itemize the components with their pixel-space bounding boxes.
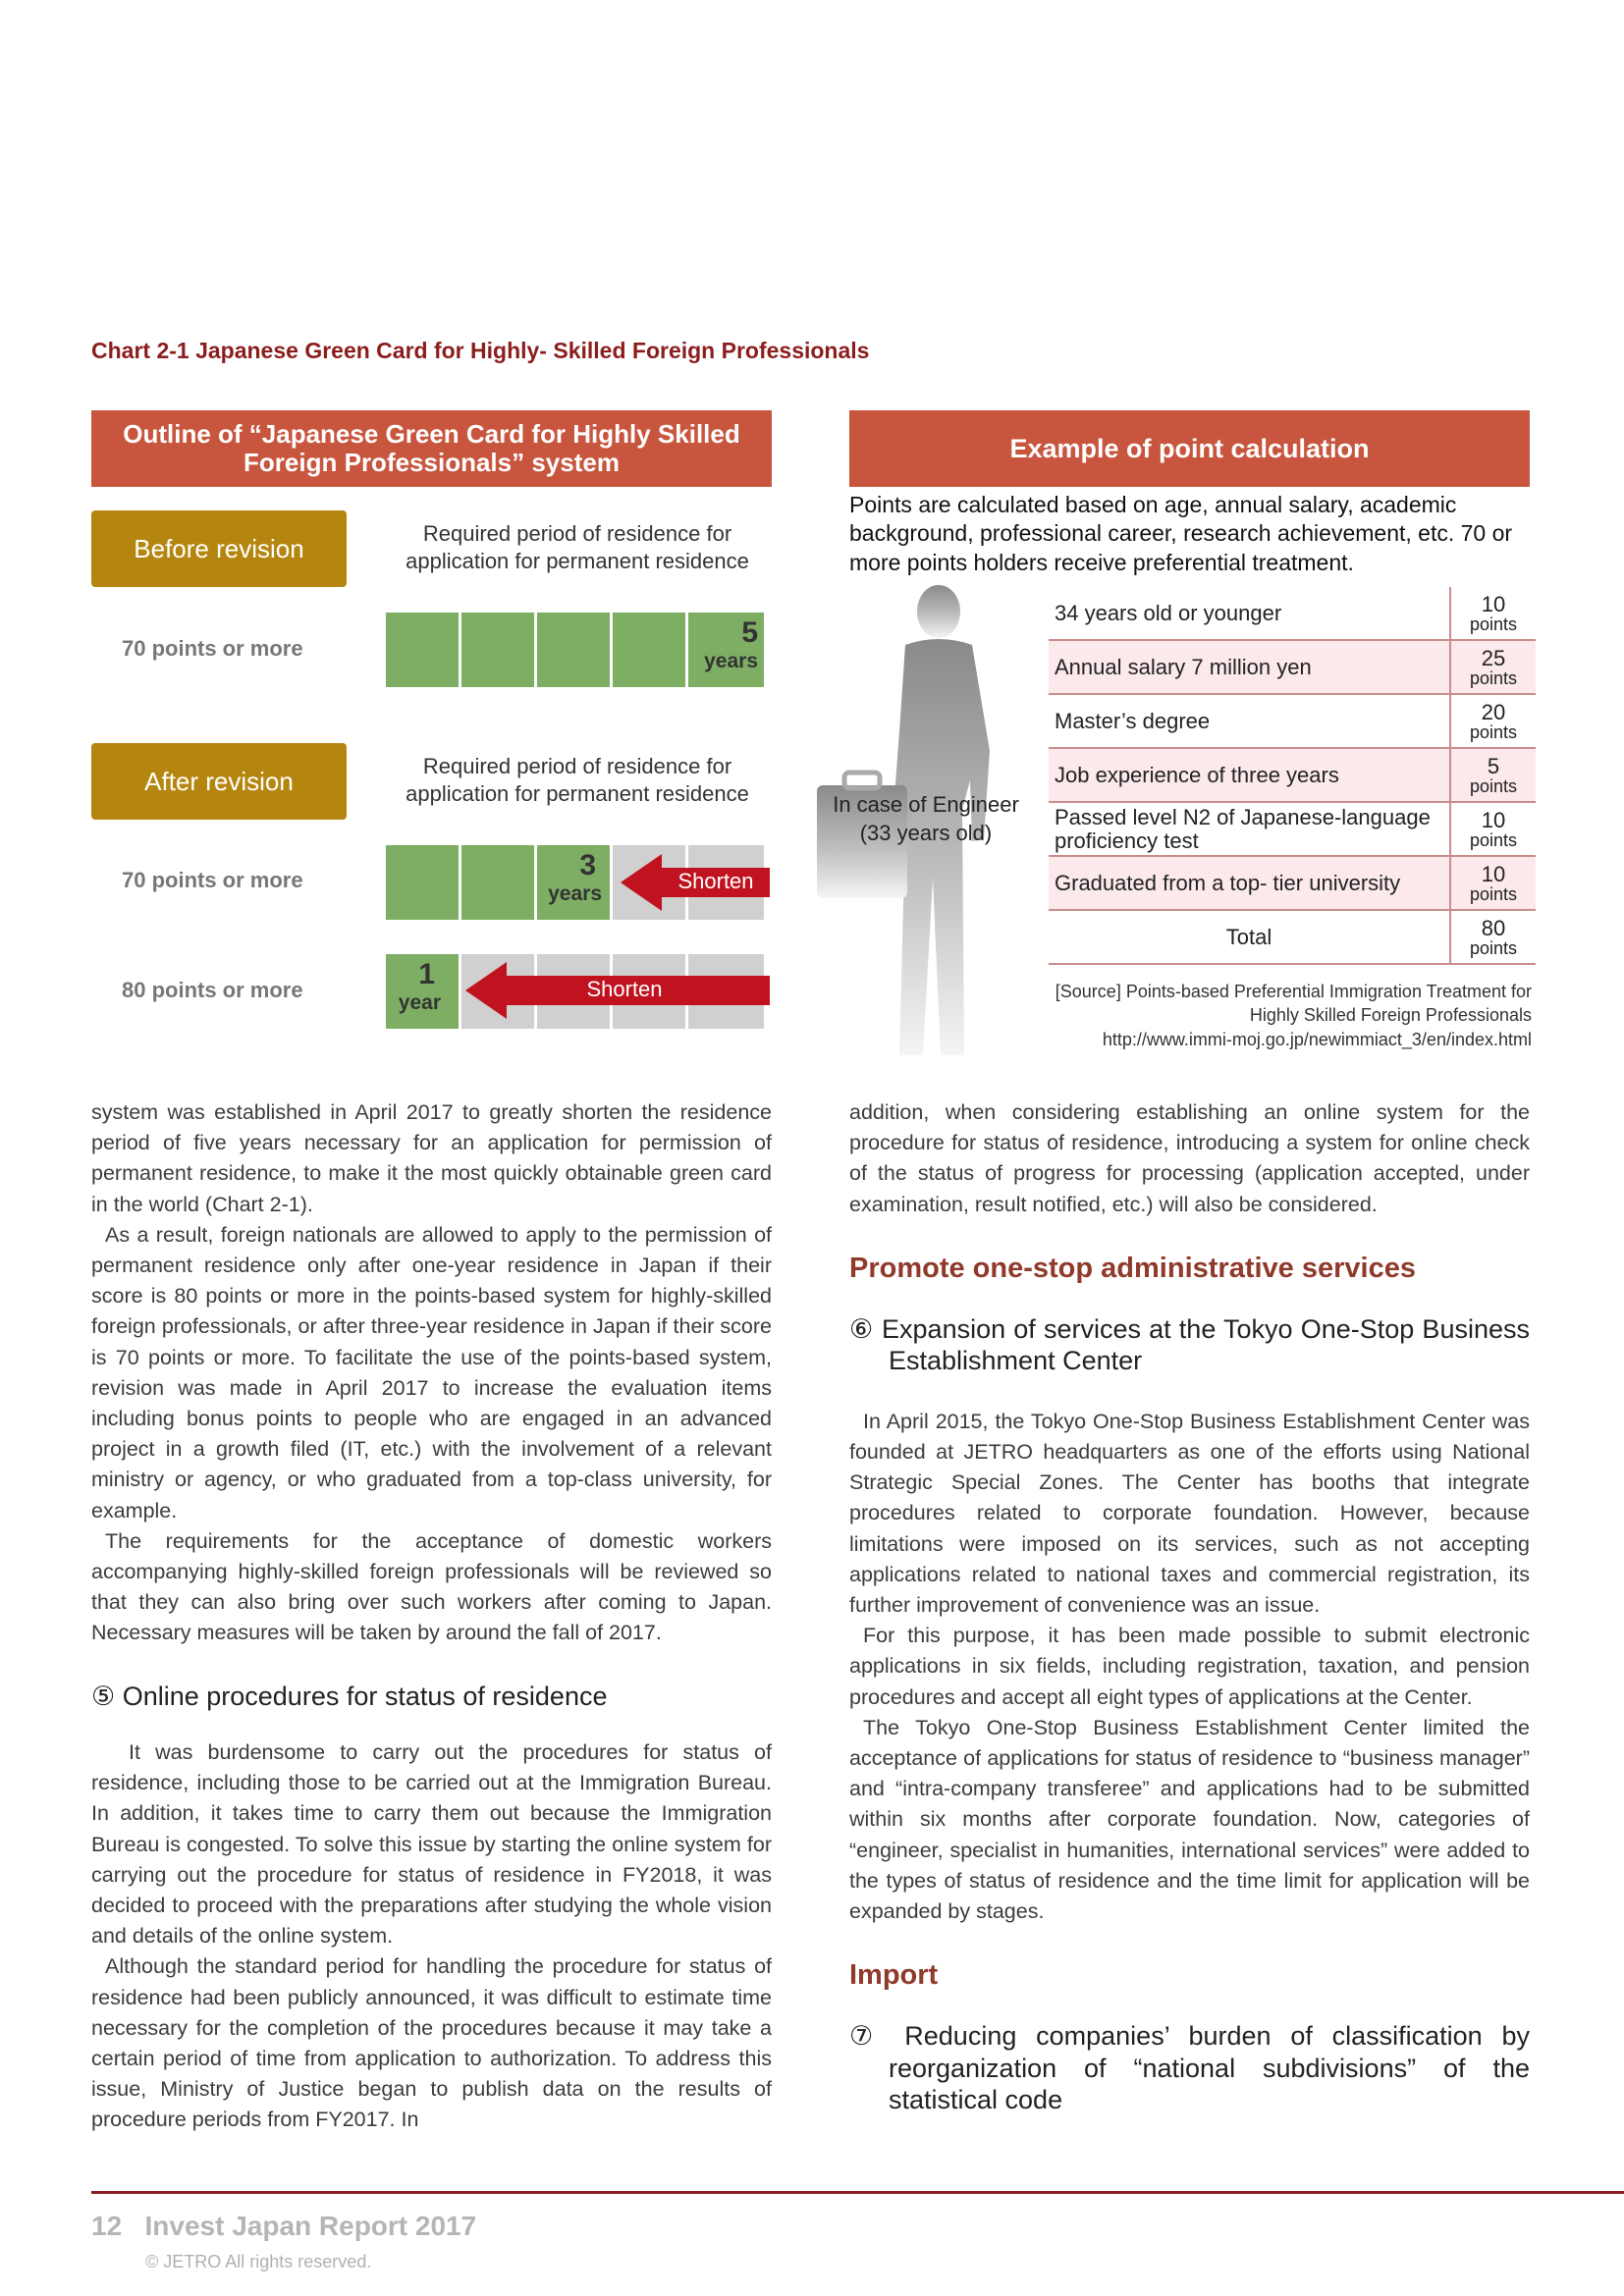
- points-item: Graduated from a top- tier university: [1049, 856, 1450, 910]
- paragraph: system was established in April 2017 to greatly shorten the residence period of five years necessary for an application for permission of permanent residence, to make it the most quickly obtainable green card in the world (Chart 2-1).: [91, 1100, 772, 1216]
- year-cell: [537, 613, 613, 687]
- required-period-before: Required period of residence for application for permanent residence: [406, 521, 749, 574]
- shorten-arrow: [465, 962, 770, 1019]
- points-value: 10 points: [1450, 856, 1536, 910]
- period-number: 1: [418, 958, 435, 990]
- year-cell: [461, 845, 537, 920]
- example-header: Example of point calculation: [849, 410, 1530, 487]
- points-item: Master’s degree: [1049, 694, 1450, 748]
- table-row: [1049, 640, 1536, 694]
- year-cell: [386, 613, 461, 687]
- row-label-after-70: 70 points or more: [122, 868, 303, 892]
- paragraph: For this purpose, it has been made possible to submit electronic applications in six fields, including registration, taxation, and pension procedures and accept all eight types of applications at the Center.: [849, 1624, 1530, 1709]
- heading-promote: Promote one-stop administrative services: [849, 1252, 1416, 1284]
- period-unit: years: [548, 882, 602, 905]
- year-cell: [613, 613, 688, 687]
- points-total-value: 80 points: [1450, 910, 1536, 964]
- paragraph: The Tokyo One-Stop Business Establishment Center limited the acceptance of applications for status of residence to “business manager” and “intra-company transferee” and applications had to be submitted within six months after corporate foundation. Now, categories of “engineer, specialist in humanities, international services” were added to the types of status of residence and the time limit for application will be expanded by stages.: [849, 1715, 1530, 1924]
- points-value: 5 points: [1450, 748, 1536, 802]
- footer-title: [91, 2211, 476, 2242]
- points-total-label: Total: [1049, 910, 1450, 964]
- source-link[interactable]: http://www.immi-moj.go.jp/newimmiact_3/en/index.html: [1102, 1029, 1532, 1049]
- table-row-total: [1049, 910, 1536, 964]
- paragraph: Although the standard period for handling the procedure for status of residence had been publicly announced, it was difficult to estimate time necessary for the completion of the procedures because it may take a certain period of time from application to authorization. To address this issue, Ministry of Justice began to publish data on the results of procedure periods from FY2017. In: [91, 1954, 772, 2132]
- year-cell: [461, 613, 537, 687]
- page-number: 12: [91, 2211, 123, 2241]
- period-unit: years: [704, 650, 758, 672]
- year-cell: [537, 845, 613, 920]
- heading-import: Import: [849, 1959, 939, 1992]
- points-value: 10 points: [1450, 802, 1536, 856]
- chart-title: Chart 2-1 Japanese Green Card for Highly- Skilled Foreign Professionals: [91, 338, 870, 363]
- points-value: 20 points: [1450, 694, 1536, 748]
- points-item: Passed level N2 of Japanese-language proficiency test: [1049, 802, 1450, 856]
- paragraph: As a result, foreign nationals are allowed to apply to the permission of permanent residence only after one-year residence in Japan if their score is 80 points or more in the points-based system for highly-skilled foreign professionals, or after three-year residence in Japan if their score is 70 points or more. To facilitate the use of the points-based system, revision was made in April 2017 to increase the evaluation items including bonus points to people who are engaged in an advanced project in a growth filed (IT, etc.) with the involvement of a relevant ministry or agency, or who graduated from a top-class university, for example.: [91, 1222, 772, 1522]
- source-line: Highly Skilled Foreign Professionals: [1249, 1005, 1532, 1026]
- paragraph: The requirements for the acceptance of domestic workers accompanying highly-skilled foreign professionals will be reviewed so that they can also bring over such workers after coming to Japan. Necessary measures will be taken by around the fall of 2017.: [91, 1528, 772, 1645]
- points-item: Annual salary 7 million yen: [1049, 640, 1450, 694]
- row-label-after-80: 80 points or more: [122, 978, 303, 1002]
- table-row: [1049, 856, 1536, 910]
- chart-source: [982, 980, 1532, 1051]
- outline-header: [91, 410, 772, 487]
- shorten-label: Shorten: [586, 977, 663, 1001]
- section-heading-5: ⑤ Online procedures for status of residence: [91, 1681, 608, 1711]
- source-line: [Source] Points-based Preferential Immigration Treatment for: [1055, 982, 1532, 1001]
- before-revision-label: Before revision: [91, 510, 347, 587]
- report-title: Invest Japan Report 2017: [144, 2211, 477, 2241]
- year-cell: [688, 613, 764, 687]
- right-column: [849, 1097, 1530, 2116]
- table-row: [1049, 587, 1536, 640]
- bar-before-70: [386, 613, 764, 687]
- period-number: 3: [579, 849, 596, 881]
- table-row: [1049, 802, 1536, 856]
- year-cell: [386, 845, 461, 920]
- points-table: [1049, 587, 1536, 965]
- table-row: [1049, 694, 1536, 748]
- paragraph: addition, when considering establishing an online system for the procedure for status of residence, introducing a system for online check of the status of progress for processing (application accepted, under examination, result notified, etc.) will also be considered.: [849, 1100, 1530, 1216]
- footer-rule: [91, 2191, 1624, 2194]
- outline-header-text: Outline of “Japanese Green Card for Highly Skilled Foreign Professionals” system: [123, 418, 740, 477]
- left-column: [91, 1097, 772, 2136]
- points-item: Job experience of three years: [1049, 748, 1450, 802]
- section-heading-6: ⑥ Expansion of services at the Tokyo One-Stop Business Establishment Center: [849, 1314, 1530, 1376]
- after-revision-label: After revision: [91, 743, 347, 820]
- copyright: © JETRO All rights reserved.: [145, 2252, 372, 2271]
- points-value: 25 points: [1450, 640, 1536, 694]
- section-heading-7: ⑦ Reducing companies’ burden of classification by reorganization of “national subdivisions” of the statistical code: [849, 2021, 1530, 2115]
- required-period-after: Required period of residence for application for permanent residence: [406, 754, 749, 807]
- engineer-caption: In case of Engineer (33 years old): [833, 792, 1019, 845]
- points-value: 10 points: [1450, 587, 1536, 640]
- table-row: [1049, 748, 1536, 802]
- paragraph: In April 2015, the Tokyo One-Stop Business Establishment Center was founded at JETRO headquarters as one of the efforts using National Strategic Special Zones. The Center has booths that integrate procedures related to corporate foundation. However, because limitations were imposed on its services, such as not accepting applications related to national taxes and commercial registration, its further improvement of convenience was an issue.: [849, 1409, 1530, 1618]
- shorten-arrow: [621, 854, 770, 911]
- period-number: 5: [741, 616, 758, 649]
- shorten-label: Shorten: [677, 869, 754, 893]
- paragraph: It was burdensome to carry out the procedures for status of residence, including those to be carried out at the Immigration Bureau. In addition, it takes time to carry them out because the Immigration Bureau is congested. To solve this issue by starting the online system for carrying out the procedure for status of residence in FY2018, it was decided to proceed with the preparations after studying the whole vision and details of the online system.: [91, 1740, 772, 1949]
- year-cell: [386, 954, 461, 1029]
- row-label-before-70: 70 points or more: [122, 636, 303, 661]
- example-text: Points are calculated based on age, annual salary, academic background, professional career, research achievement, etc. 70 or more points holders receive preferential treatment.: [849, 492, 1513, 575]
- points-item: 34 years old or younger: [1049, 587, 1450, 640]
- period-unit: year: [398, 991, 441, 1014]
